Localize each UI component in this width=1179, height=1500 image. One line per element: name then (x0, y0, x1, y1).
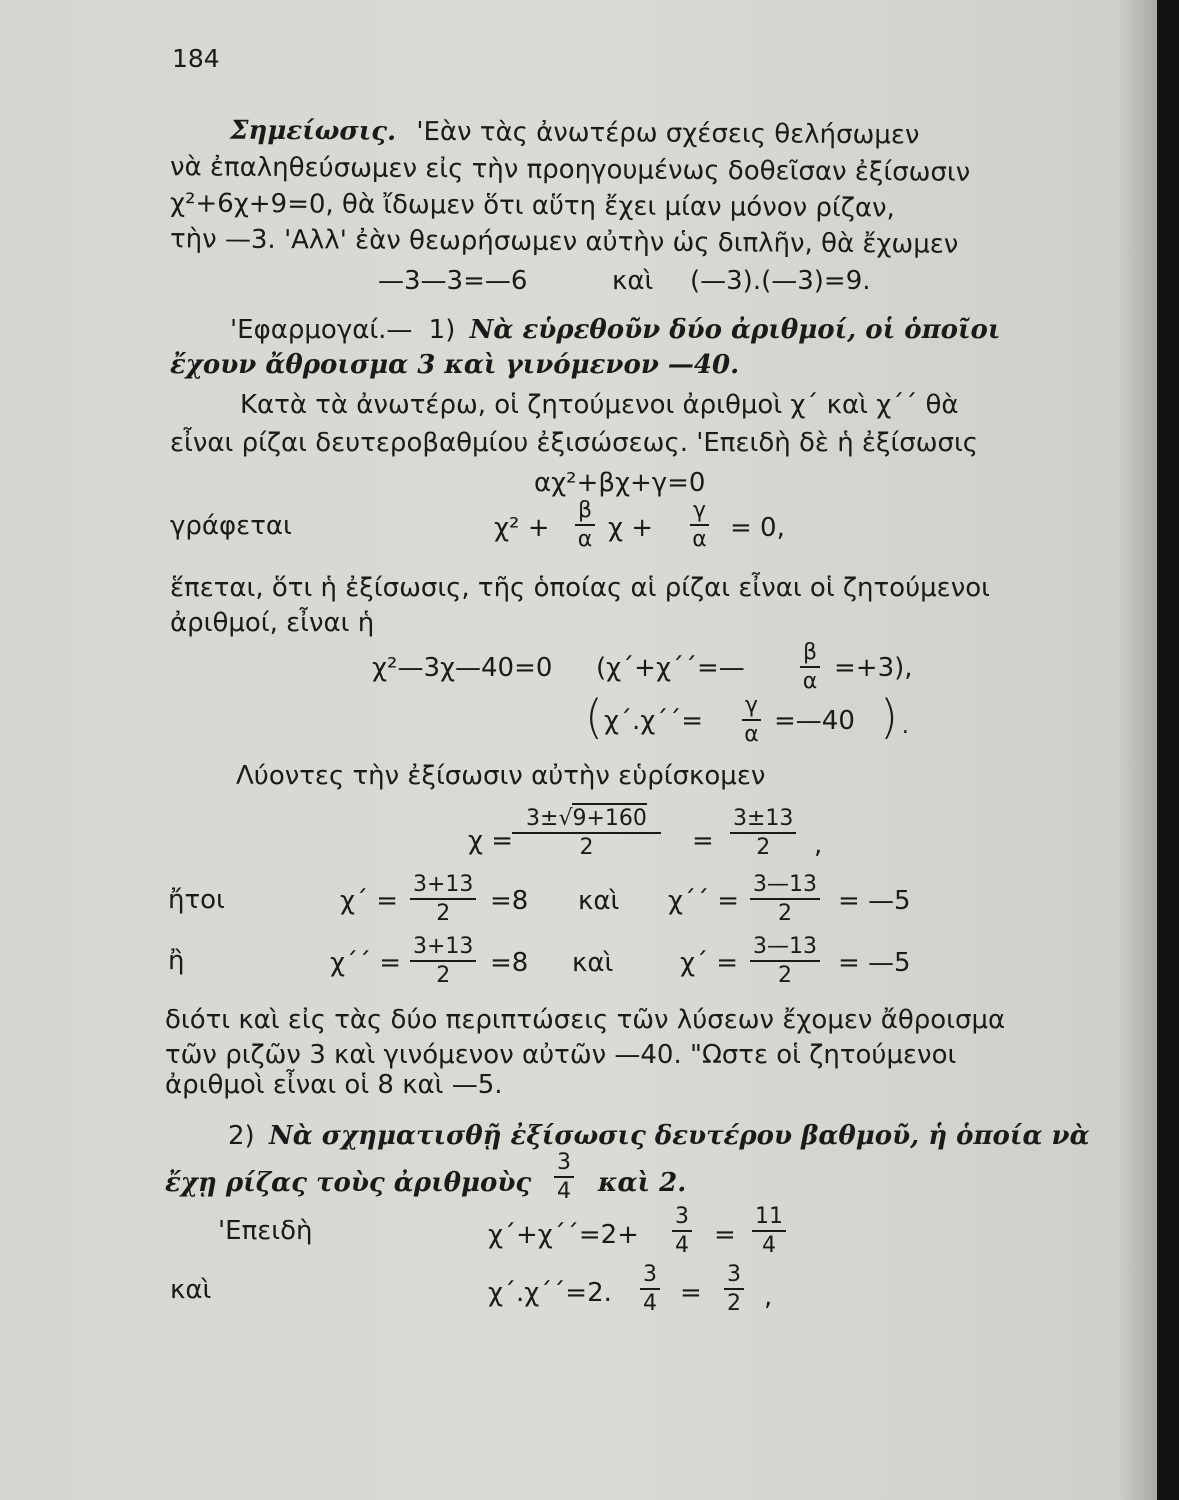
kai-1: καὶ (578, 886, 620, 916)
fraction-three-halves (724, 1264, 744, 1315)
frac-den: 4 (762, 1233, 776, 1258)
frac-num (512, 808, 661, 834)
frac-num: 3—13 (750, 874, 820, 900)
page-gutter-shadow (1117, 0, 1157, 1500)
page-edge (1157, 0, 1179, 1500)
epeidi-label: 'Επειδὴ (218, 1216, 313, 1246)
text-line-7: τῶν ριζῶν 3 καὶ γινόμενον αὐτῶν —40. "Ωστε οἱ ζητούμενοι (165, 1040, 957, 1070)
problem-1-title: Νὰ εὑρεθοῦν δύο ἀριθμοί, οἱ ὁποῖοι (469, 315, 1001, 345)
fraction-root-minus (750, 936, 820, 987)
frac-den: 2 (436, 963, 451, 988)
frac-den: α (802, 669, 818, 694)
kai-3: καὶ (170, 1275, 212, 1305)
fraction-gamma-alpha (742, 695, 761, 746)
applications-heading: 'Εφαρμογαί.— (230, 315, 413, 345)
applications-line-1 (230, 317, 1000, 343)
fraction-solution (730, 808, 796, 859)
frac-den: 2 (778, 963, 792, 988)
solution-eq: = (692, 826, 714, 856)
note-kai: καὶ (612, 266, 654, 296)
frac-den: 2 (579, 835, 594, 860)
frac-num: γ (690, 500, 709, 526)
product-eq-comma: , (764, 1282, 773, 1312)
fraction-root-plus (410, 874, 476, 925)
note-line-4: τὴν —3. 'Αλλ' ἐὰν θεωρήσωμεν αὐτὴν ὡς διπλῆν, θὰ ἔχωμεν (169, 224, 959, 260)
text-line-8: ἀριθμοὶ εἶναι οἱ 8 καὶ —5. (165, 1070, 503, 1100)
frac-num: 3+13 (410, 874, 476, 900)
fraction-quadratic-formula (512, 808, 661, 859)
root-x2-value: = —5 (838, 886, 911, 916)
eq-normalized-b: χ + (608, 513, 654, 543)
frac-num: β (575, 500, 595, 526)
frac-den: 2 (727, 1291, 741, 1316)
grafetai-label: γράφεται (170, 511, 292, 541)
frac-den: 4 (643, 1291, 657, 1316)
frac-num: 3±13 (730, 808, 796, 834)
text-line-1: Κατὰ τὰ ἀνωτέρω, οἱ ζητούμενοι ἀριθμοὶ χ΄ καὶ χ΄΄ θὰ (240, 390, 959, 420)
frac-num: 3+13 (410, 936, 476, 962)
root2-x2-label: χ΄΄ = (330, 948, 402, 978)
itoi-label: ἤτοι (168, 885, 225, 915)
note-text-1: 'Εὰν τὰς ἀνωτέρω σχέσεις θελήσωμεν (416, 116, 920, 151)
sqrt-icon: √ (558, 806, 573, 831)
fraction-root-plus (410, 936, 476, 987)
problem-1-number: 1) (428, 315, 456, 345)
problem-2-title-2b: καὶ 2. (598, 1168, 687, 1198)
product-eq-a: χ΄.χ΄΄=2. (488, 1278, 612, 1308)
equation-general: αχ²+βχ+γ=0 (534, 468, 706, 498)
fraction-beta-alpha (575, 500, 595, 551)
frac-num: 3—13 (750, 936, 820, 962)
sum-relation-b: =+3), (834, 653, 913, 683)
sol-num-radicand: 9+160 (572, 803, 646, 831)
note-line-2: νὰ ἐπαληθεύσωμεν εἰς τὴν προηγουμένως δοθεῖσαν ἐξίσωσιν (169, 152, 971, 188)
note-equation-sum: —3—3=—6 (378, 266, 528, 296)
text-line-5: Λύοντες τὴν ἐξίσωσιν αὐτὴν εὑρίσκομεν (236, 761, 766, 791)
root-x2-label: χ΄΄ = (668, 886, 740, 916)
note-line-3: χ²+6χ+9=0, θὰ ἴδωμεν ὅτι αὕτη ἔχει μίαν μόνον ρίζαν, (169, 188, 895, 224)
note-heading: Σημείωσις. (229, 115, 397, 147)
text-line-6: διότι καὶ εἰς τὰς δύο περιπτώσεις τῶν λύσεων ἔχομεν ἄθροισμα (165, 1005, 1006, 1035)
frac-num: 3 (724, 1264, 744, 1290)
note-equation-product: (—3).(—3)=9. (690, 266, 871, 296)
frac-den: 2 (778, 901, 792, 926)
root-x1-value: =8 (490, 886, 529, 916)
note-line-1 (229, 115, 920, 151)
frac-num: β (800, 642, 820, 668)
eq-normalized-c: = 0, (730, 513, 785, 543)
eq-normalized-a: χ² + (494, 513, 550, 543)
fraction-beta-alpha (800, 642, 820, 693)
product-relation-b: =—40 (774, 706, 855, 736)
frac-den: α (744, 722, 759, 747)
product-relation-a: χ΄.χ΄΄= (604, 706, 704, 736)
fraction-three-quarters (554, 1152, 574, 1203)
problem-2-line-1 (228, 1123, 1090, 1149)
fraction-gamma-alpha (690, 500, 709, 551)
solution-x: χ = (468, 826, 514, 856)
solution-comma: , (814, 830, 823, 860)
frac-num: γ (742, 695, 761, 721)
text-line-3: ἕπεται, ὅτι ἡ ἐξίσωσις, τῆς ὁποίας αἱ ρίζαι εἶναι οἱ ζητούμενοι (170, 573, 990, 603)
sum-relation-a: (χ΄+χ΄΄=— (596, 653, 745, 683)
product-eq-b: = (680, 1278, 702, 1308)
frac-den: α (577, 527, 593, 552)
kai-2: καὶ (572, 948, 614, 978)
paren-open: ( (585, 690, 603, 744)
root2-x1-label: χ΄ = (680, 948, 739, 978)
page-number: 184 (172, 44, 220, 73)
problem-2-number: 2) (228, 1121, 255, 1151)
i-label: ἢ (168, 946, 185, 976)
sum-eq-b: = (714, 1220, 736, 1250)
fraction-eleven-quarters (752, 1206, 786, 1257)
root2-x1-value: = —5 (838, 948, 911, 978)
fraction-three-quarters (640, 1264, 660, 1315)
fraction-root-minus (750, 874, 820, 925)
frac-den: 2 (436, 901, 451, 926)
problem-2-title: Νὰ σχηματισθῇ ἐξίσωσις δευτέρου βαθμοῦ, ἡ ὁποία νὰ (268, 1121, 1090, 1151)
sum-eq-a: χ΄+χ΄΄=2+ (488, 1220, 639, 1250)
frac-num: 3 (640, 1264, 660, 1290)
frac-den: 4 (675, 1233, 689, 1258)
text-line-2: εἶναι ρίζαι δευτεροβαθμίου ἐξισώσεως. 'Επειδὴ δὲ ἡ ἐξίσωσις (170, 428, 979, 458)
frac-num: 11 (752, 1206, 786, 1232)
problem-2-title-2a: ἔχῃ ρίζας τοὺς ἀριθμοὺς (165, 1168, 532, 1198)
root2-x2-value: =8 (490, 948, 529, 978)
root-x1-label: χ΄ = (340, 886, 399, 916)
frac-num: 3 (554, 1152, 574, 1178)
sol-num-prefix: 3± (526, 806, 559, 831)
frac-den: 4 (557, 1179, 571, 1204)
paren-close: ). (880, 690, 913, 744)
text-line-4: ἀριθμοί, εἶναι ἡ (170, 608, 375, 638)
frac-den: 2 (756, 835, 771, 860)
problem-1-title-2: ἔχουν ἄθροισμα 3 καὶ γινόμενον —40. (170, 350, 740, 380)
equation-main: χ²—3χ—40=0 (372, 653, 553, 683)
fraction-three-quarters (672, 1206, 692, 1257)
frac-num: 3 (672, 1206, 692, 1232)
frac-den: α (692, 527, 707, 552)
